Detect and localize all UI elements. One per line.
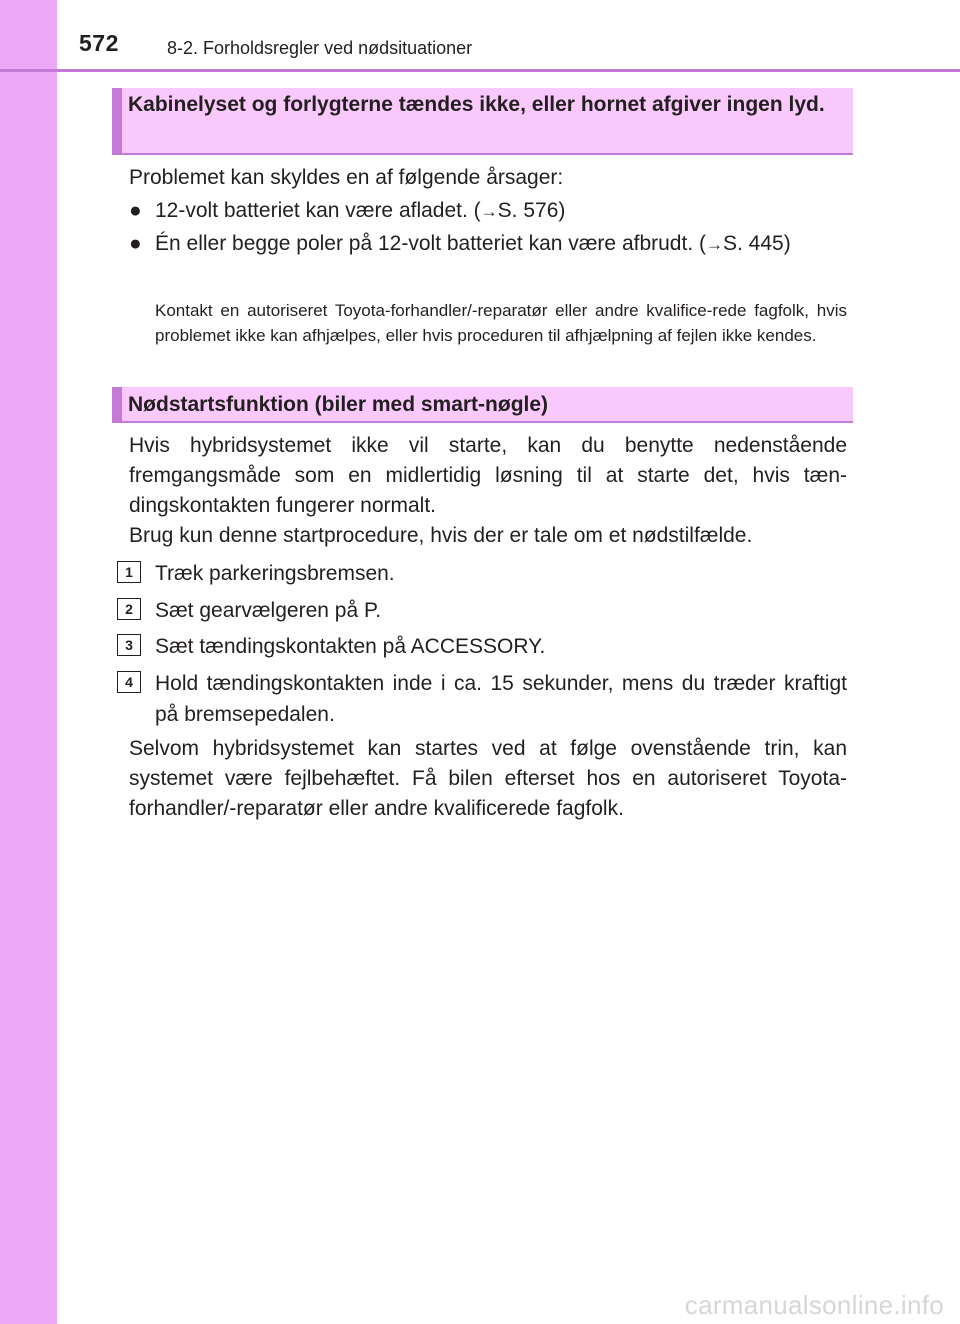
step-text: Sæt gearvælgeren på P. [155,599,382,622]
step-number-badge: 4 [117,671,141,693]
bullet-icon: ● [129,199,142,222]
arrow-right-icon: → [480,202,498,221]
step-number-badge: 3 [117,634,141,656]
step-text: Sæt tændingskontakten på ACCESSORY. [155,635,546,658]
page-reference[interactable]: S. 445) [722,232,791,255]
section-title: 8-2. Forholdsregler ved nødsituationer [167,38,473,58]
closing-paragraph: Selvom hybridsystemet kan startes ved at følge ovenstående trin, kan systemet være fejlbehæftet. Få bilen efterset hos en autoriseret Toyota-forhandler/-reparatør eller andre kvalificerede fagfolk. [129,737,847,820]
arrow-right-icon: → [705,235,723,254]
note-text: Kontakt en autoriseret Toyota-forhandler/-reparatør eller andre kvalifice-rede fagfolk, hvis problemet ikke kan afhjælpes, eller hvis proceduren til afhjælpning af fejlen ikke kendes. [155,301,847,345]
step-number-badge: 2 [117,598,141,620]
bullet-item [129,195,847,227]
paragraph-emergency-only: Brug kun denne startprocedure, hvis der er tale om et nødstilfælde. [129,524,753,547]
step-number-badge: 1 [117,561,141,583]
intro-text: Problemet kan skyldes en af følgende årsager: [129,166,564,189]
step-item [117,668,847,730]
bullet-icon: ● [129,232,142,255]
bullet-item [129,228,847,260]
step-item [117,631,847,662]
step-item [117,558,847,589]
bullet-text: Én eller begge poler på 12-volt batteriet kan være afbrudt. ( [155,232,706,255]
heading-emergency-start: Nødstartsfunktion (biler med smart-nøgle) [128,393,549,416]
step-text: Hold tændingskontakten inde i ca. 15 sekunder, mens du træder kraftigt på bremsepedalen. [155,672,847,726]
page-reference[interactable]: S. 576) [497,199,566,222]
watermark: carmanualsonline.info [684,1290,944,1320]
heading-box-emergency-start [112,387,853,423]
left-margin-band [0,0,57,1324]
header-rule [0,69,960,72]
page-number: 572 [79,30,119,56]
bullet-text: 12-volt batteriet kan være afladet. ( [155,199,481,222]
step-text: Træk parkeringsbremsen. [155,562,395,585]
paragraph-intro: Hvis hybridsystemet ikke vil starte, kan du benytte nedenstående fremgangsmåde som en midlertidig løsning til at starte det, hvis tæn-dingskontakten fungerer normalt. [129,434,847,517]
step-item [117,595,847,626]
heading-box-cabin-lights [112,88,853,155]
heading-cabin-lights: Kabinelyset og forlygterne tændes ikke, eller hornet afgiver ingen lyd. [128,93,825,116]
